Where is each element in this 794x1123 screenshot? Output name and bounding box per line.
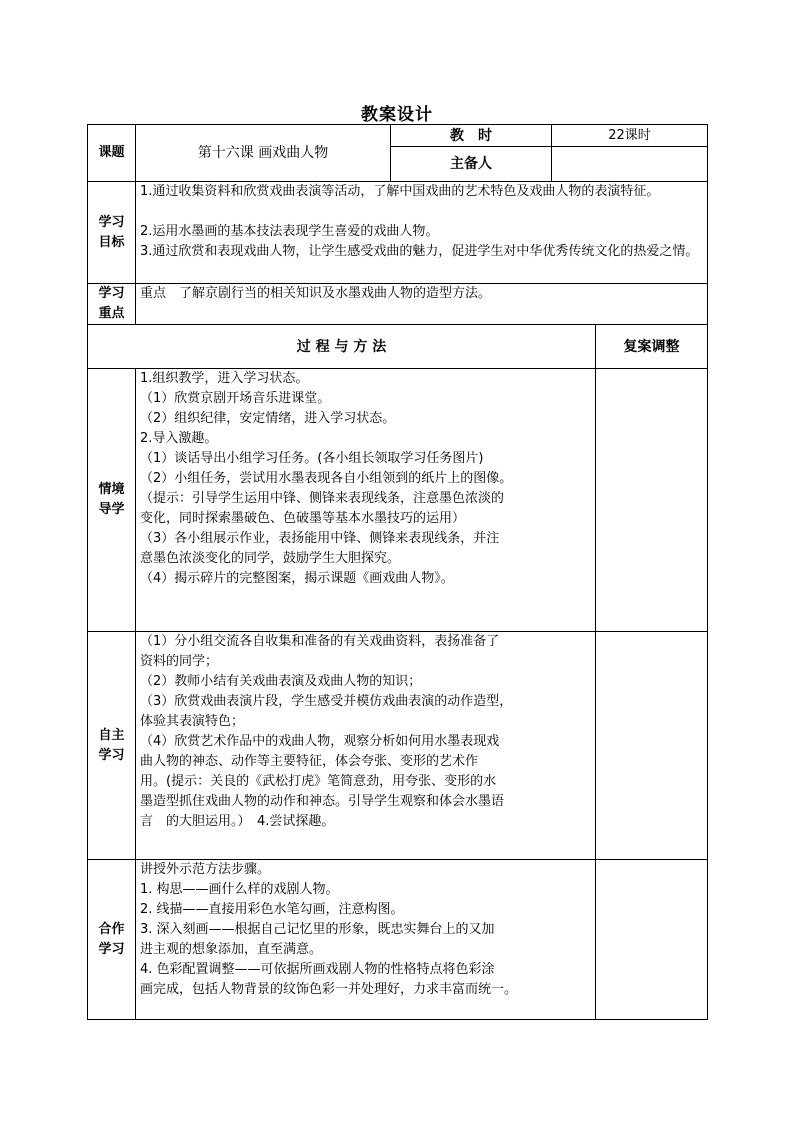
page-title: 教案设计 xyxy=(361,105,433,125)
content-line: （2）教师小结有关戏曲表演及戏曲人物的知识； xyxy=(140,674,422,689)
process-header-left: 过 程 与 方 法 xyxy=(88,325,596,369)
section-label-line1: 合作 xyxy=(98,921,125,937)
content-line: 4. 色彩配置调整——可依据所画戏剧人物的性格特点将色彩涂 xyxy=(140,962,495,977)
content-line: （提示：引导学生运用中锋、侧锋来表现线条，注意墨色浓淡的 xyxy=(140,491,505,506)
objectives-row xyxy=(88,182,708,284)
content-line: 1. 构思——画什么样的戏剧人物。 xyxy=(140,882,339,897)
content-line: （4）欣赏艺术作品中的戏曲人物，观察分析如何用水墨表现戏 xyxy=(140,734,500,749)
adjustment-cell xyxy=(596,860,708,1020)
content-line: （2）组织纪律，安定情绪，进入学习状态。 xyxy=(140,411,396,426)
content-line: （1）分小组交流各自收集和准备的有关戏曲资料，表扬准备了 xyxy=(140,634,500,649)
section-label-line1: 情境 xyxy=(98,482,125,497)
content-line: 意墨色浓淡变化的同学，鼓励学生大胆探究。 xyxy=(140,551,401,566)
section-label-line2: 学习 xyxy=(98,747,125,763)
content-line: 资料的同学； xyxy=(140,654,219,669)
objectives-label xyxy=(88,182,136,284)
key-points-row xyxy=(88,284,708,325)
preparer-value xyxy=(552,147,708,182)
section-content xyxy=(136,860,596,1020)
content-line: （2）小组任务，尝试用水墨表现各自小组领到的纸片上的图像。 xyxy=(140,471,513,486)
section-label-line2: 学习 xyxy=(98,941,125,957)
content-line: 变化，同时探索墨破色、色破墨等基本水墨技巧的运用） xyxy=(140,511,466,526)
header-row-hours xyxy=(88,125,708,147)
content-line: 言 的大胆运用。） 4.尝试探趣。 xyxy=(140,814,335,829)
section-row xyxy=(88,369,708,632)
objectives-label-line2: 目标 xyxy=(98,234,125,250)
section-label-line2: 导学 xyxy=(98,502,125,517)
content-line: 1.组织教学，进入学习状态。 xyxy=(140,371,309,386)
preparer-label: 主备人 xyxy=(391,147,552,182)
content-line: 体验其表演特色； xyxy=(140,714,245,729)
section-row xyxy=(88,632,708,860)
content-line: 画完成，包括人物背景的纹饰色彩一并处理好，力求丰富而统一。 xyxy=(140,982,518,997)
content-line: 3. 深入刻画——根据自己记忆里的形象，既忠实舞台上的又加 xyxy=(140,922,495,937)
key-points-label-line1: 学习 xyxy=(98,286,125,301)
section-content xyxy=(136,632,596,860)
objective-item: 3.通过欣赏和表现戏曲人物，让学生感受戏曲的魅力，促进学生对中华优秀传统文化的热爱之情。 xyxy=(140,244,699,259)
content-line: 进主观的想象添加，直至满意。 xyxy=(140,942,323,957)
content-line: （4）揭示碎片的完整图案，揭示课题《画戏曲人物》。 xyxy=(140,571,454,586)
key-points-label-line2: 重点 xyxy=(98,306,125,321)
section-label-line1: 自主 xyxy=(98,727,125,743)
content-line: （3）各小组展示作业，表扬能用中锋、侧锋来表现线条，并注 xyxy=(140,531,500,546)
content-line: 讲授外示范方法步骤。 xyxy=(140,862,271,877)
objectives-content xyxy=(136,182,708,284)
section-content xyxy=(136,369,596,632)
adjustment-cell xyxy=(596,369,708,632)
content-line: 曲人物的神态、动作等主要特征，体会夸张、变形的艺术作 xyxy=(140,754,479,769)
hours-value: 22课时 xyxy=(552,125,708,147)
content-line: 2. 线描——直接用彩色水笔勾画，注意构图。 xyxy=(140,902,404,917)
content-line: 墨造型抓住戏曲人物的动作和神态。引导学生观察和体会水墨语 xyxy=(140,794,505,809)
content-line: （1）谈话导出小组学习任务。(各小组长领取学习任务图片) xyxy=(140,451,484,466)
objective-item: 1.通过收集资料和欣赏戏曲表演等活动，了解中国戏曲的艺术特色及戏曲人物的表演特征。 xyxy=(140,184,660,199)
objectives-label-line1: 学习 xyxy=(98,214,125,230)
adjustment-cell xyxy=(596,632,708,860)
process-header-right: 复案调整 xyxy=(596,325,708,369)
content-line: 用。(提示：关良的《武松打虎》笔简意劲，用夸张、变形的水 xyxy=(140,774,497,789)
objective-item: 2.运用水墨画的基本技法表现学生喜爱的戏曲人物。 xyxy=(140,224,439,239)
key-points-content: 重点 了解京剧行当的相关知识及水墨戏曲人物的造型方法。 xyxy=(136,284,708,325)
section-label xyxy=(88,860,136,1020)
hours-label: 教 时 xyxy=(391,125,552,147)
process-header-row xyxy=(88,325,708,369)
lesson-plan-table xyxy=(87,124,708,1020)
content-line: （1）欣赏京剧开场音乐进课堂。 xyxy=(140,391,331,406)
topic-value: 第十六课 画戏曲人物 xyxy=(136,125,391,182)
content-line: 2.导入激趣。 xyxy=(140,431,218,446)
section-row xyxy=(88,860,708,1020)
key-points-label xyxy=(88,284,136,325)
section-label xyxy=(88,369,136,632)
topic-label: 课题 xyxy=(88,125,136,182)
section-label xyxy=(88,632,136,860)
content-line: （3）欣赏戏曲表演片段，学生感受并模仿戏曲表演的动作造型， xyxy=(140,694,513,709)
